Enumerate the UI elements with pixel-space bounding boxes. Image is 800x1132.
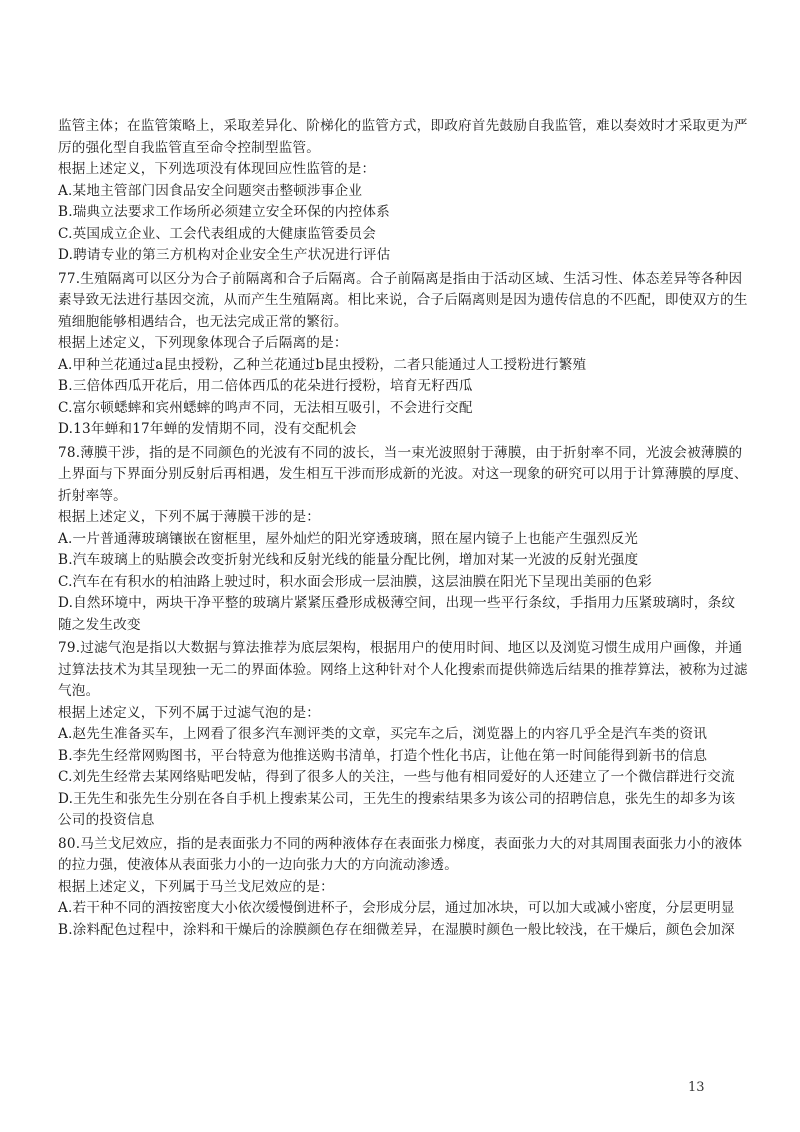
- question-77-option-d: D.13年蝉和17年蝉的发情期不同，没有交配机会: [58, 421, 357, 437]
- question-79-prompt: 根据上述定义，下列不属于过滤气泡的是：: [58, 704, 321, 721]
- question-76-prompt: 根据上述定义，下列选项没有体现回应性监管的是：: [58, 161, 376, 177]
- question-78-option-c: C.汽车在有积水的柏油路上驶过时，积水面会形成一层油膜，这层油膜在阳光下呈现出美丽的色彩: [58, 573, 652, 590]
- question-79-text: 过滤气泡是指以大数据与算法推荐为底层架构，根据用户的使用时间、地区以及浏览习惯生成用户画像，并通过算法技术为其呈现独一无二的界面体验。网络上这种针对个人化搜索而提供筛选后结果的推荐算法，被称为过滤气泡。: [58, 640, 748, 699]
- question-77-option-a: A.甲种兰花通过a昆虫授粉，乙种兰花通过b昆虫授粉，二者只能通过人工授粉进行繁殖: [58, 356, 587, 373]
- question-78-option-b: B.汽车玻璃上的贴膜会改变折射光线和反射光线的能量分配比例，增加对某一光波的反射光强度: [58, 552, 639, 568]
- question-78-option-a: A.一片普通薄玻璃镶嵌在窗框里，屋外灿烂的阳光穿透玻璃，照在屋内镜子上也能产生强烈反光: [58, 530, 639, 547]
- question-77-option-b: B.三倍体西瓜开花后，用二倍体西瓜的花朵进行授粉，培育无籽西瓜: [58, 378, 473, 394]
- question-79-stem: [58, 638, 748, 703]
- question-76-option-d: D.聘请专业的第三方机构对企业安全生产状况进行评估: [58, 247, 391, 263]
- question-77-stem: [58, 269, 748, 334]
- question-80-prompt: 根据上述定义，下列属于马兰戈尼效应的是：: [58, 878, 334, 895]
- question-77-number: 77.: [58, 270, 81, 287]
- question-76-option-a: A.某地主管部门因食品安全问题突击整顿涉事企业: [58, 182, 363, 199]
- question-79-number: 79.: [58, 640, 81, 656]
- question-78-number: 78.: [58, 444, 81, 461]
- question-77: [58, 269, 748, 441]
- question-80-text: 马兰戈尼效应，指的是表面张力不同的两种液体存在表面张力梯度，表面张力大的对其周围表面张力小的液体的拉力强，使液体从表面张力小的一边向张力大的方向流动渗透。: [58, 835, 743, 873]
- question-79-option-b: B.李先生经常网购图书，平台特意为他推送购书清单，打造个性化书店，让他在第一时间能得到新书的信息: [58, 747, 708, 764]
- question-80-option-a: A.若干种不同的酒按密度大小依次缓慢倒进杯子，会形成分层，通过加冰块，可以加大或减小密度，分层更明显: [58, 900, 735, 916]
- page-content: [58, 116, 748, 941]
- question-80-number: 80.: [58, 835, 81, 852]
- page-number: 13: [688, 1080, 705, 1095]
- question-79-option-d: D.王先生和张先生分别在各自手机上搜索某公司，王先生的搜索结果多为该公司的招聘信息，张先生的却多为该公司的投资信息: [58, 790, 736, 828]
- question-79-option-c: C.刘先生经常去某网络贴吧发帖，得到了很多人的关注，一些与他有相同爱好的人还建立了一个微信群进行交流: [58, 769, 735, 785]
- question-77-text: 生殖隔离可以区分为合子前隔离和合子后隔离。合子前隔离是指由于活动区域、生活习性、体态差异等各种因素导致无法进行基因交流，从而产生生殖隔离。相比来说，合子后隔离则是因为遗传信息的不匹配，即使双方的生殖细胞能够相遇结合，也无法完成正常的繁衍。: [58, 270, 748, 330]
- question-80-stem: [58, 834, 748, 877]
- question-76-option-b: B.瑞典立法要求工作场所必须建立安全环保的内控体系: [58, 204, 390, 220]
- question-79: [58, 638, 748, 832]
- question-78: [58, 443, 748, 637]
- question-78-stem: [58, 443, 748, 508]
- question-77-option-c: C.富尔顿蟋蟀和宾州蟋蟀的鸣声不同，无法相互吸引，不会进行交配: [58, 399, 473, 416]
- question-78-option-d: D.自然环境中，两块干净平整的玻璃片紧紧压叠形成极薄空间，出现一些平行条纹，手指用力压紧玻璃时，条纹随之发生改变: [58, 595, 736, 633]
- question-77-prompt: 根据上述定义，下列现象体现合子后隔离的是：: [58, 335, 348, 351]
- question-80-option-b: B.涂料配色过程中，涂料和干燥后的涂膜颜色存在细微差异，在湿膜时颜色一般比较浅，在干燥后，颜色会加深: [58, 921, 735, 938]
- question-76-option-c: C.英国成立企业、工会代表组成的大健康监管委员会: [58, 225, 377, 242]
- question-80: [58, 834, 748, 942]
- question-78-text: 薄膜干涉，指的是不同颜色的光波有不同的波长，当一束光波照射于薄膜，由于折射率不同，光波会被薄膜的上界面与下界面分别反射后再相遇，发生相互干涉而形成新的光波。对这一现象的研究可以用于计算薄膜的厚度、折射率等。: [58, 444, 748, 504]
- question-76-stem-tail: 监管主体；在监管策略上，采取差异化、阶梯化的监管方式，即政府首先鼓励自我监管，难以奏效时才采取更为严厉的强化型自我监管直至命令控制型监管。: [58, 118, 748, 156]
- question-76-continuation: [58, 116, 748, 267]
- question-78-prompt: 根据上述定义，下列不属于薄膜干涉的是：: [58, 509, 321, 525]
- question-79-option-a: A.赵先生准备买车，上网看了很多汽车测评类的文章，买完车之后，浏览器上的内容几乎全是汽车类的资讯: [58, 726, 708, 742]
